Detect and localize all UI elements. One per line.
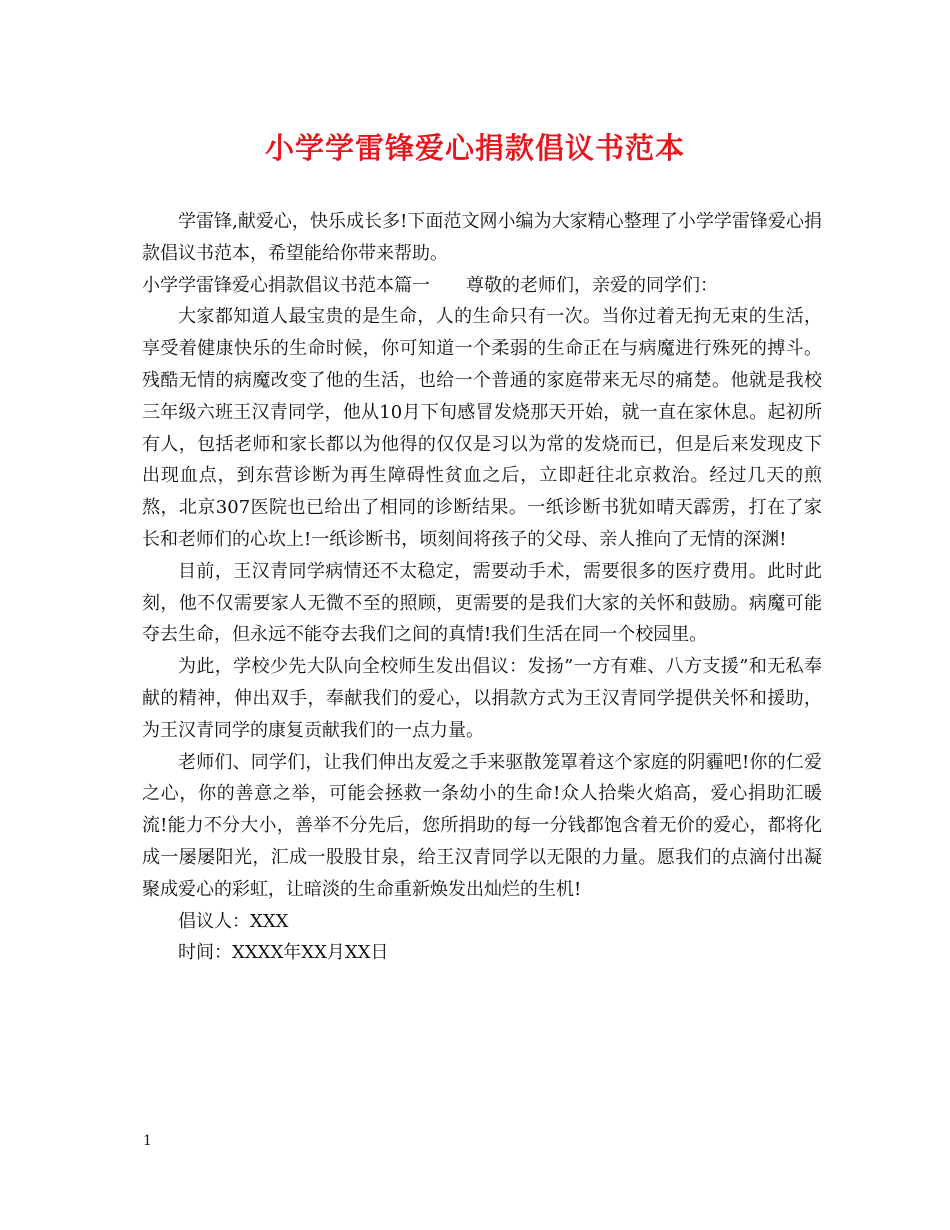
page-number: 1 — [143, 1133, 152, 1149]
signature-line: 倡议人：XXX — [178, 910, 289, 932]
body-paragraph: 大家都知道人最宝贵的是生命，人的生命只有一次。当你过着无拘无束的生活，享受着健康快乐的生命时候，你可知道一个柔弱的生命正在与病魔进行殊死的搏斗。残酷无情的病魔改变了他的生活，也给一个普通的家庭带来无尽的痛楚。他就是我校三年级六班王汉青同学，他从10月下旬感冒发烧那天开始，就一直在家休息。起初所有人，包括老师和家长都以为他得的仅仅是习以为常的发烧而已，但是后来发现皮下出现血点，到东营诊断为再生障碍性贫血之后，立即赶往北京救治。经过几天的煎熬，北京307医院也已给出了相同的诊断结果。一纸诊断书犹如晴天霹雳，打在了家长和老师们的心坎上!一纸诊断书，顷刻间将孩子的父母、亲人推向了无情的深渊! — [142, 306, 822, 550]
date-line: 时间：XXXX年XX月XX日 — [178, 942, 389, 964]
body-paragraph: 老师们、同学们，让我们伸出友爱之手来驱散笼罩着这个家庭的阴霾吧!你的仁爱之心，你的善意之举，可能会拯救一条幼小的生命!众人拾柴火焰高，爱心捐助汇暖流!能力不分大小，善举不分先后，您所捐助的每一分钱都饱含着无价的爱心，都将化成一屡屡阳光，汇成一股股甘泉，给王汉青同学以无限的力量。愿我们的点滴付出凝聚成爱心的彩虹，让暗淡的生命重新焕发出灿烂的生机! — [142, 751, 822, 900]
section-heading-line: 小学学雷锋爱心捐款倡议书范本篇一 尊敬的老师们，亲爱的同学们： — [142, 274, 718, 296]
document-body — [142, 206, 822, 969]
document-title: 小学学雷锋爱心捐款倡议书范本 — [264, 131, 685, 165]
body-paragraph: 为此，学校少先大队向全校师生发出倡议：发扬”一方有难、八方支援”和无私奉献的精神，伸出双手，奉献我们的爱心，以捐款方式为王汉青同学提供关怀和援助，为王汉青同学的康复贡献我们的一点力量。 — [142, 656, 822, 741]
body-paragraph: 目前，王汉青同学病情还不太稳定，需要动手术，需要很多的医疗费用。此时此刻，他不仅需要家人无微不至的照顾，更需要的是我们大家的关怀和鼓励。病魔可能夺去生命，但永远不能夺去我们之间的真情!我们生活在同一个校园里。 — [142, 560, 822, 646]
intro-paragraph: 学雷锋,献爱心，快乐成长多!下面范文网小编为大家精心整理了小学学雷锋爱心捐款倡议书范本，希望能给你带来帮助。 — [142, 211, 822, 264]
